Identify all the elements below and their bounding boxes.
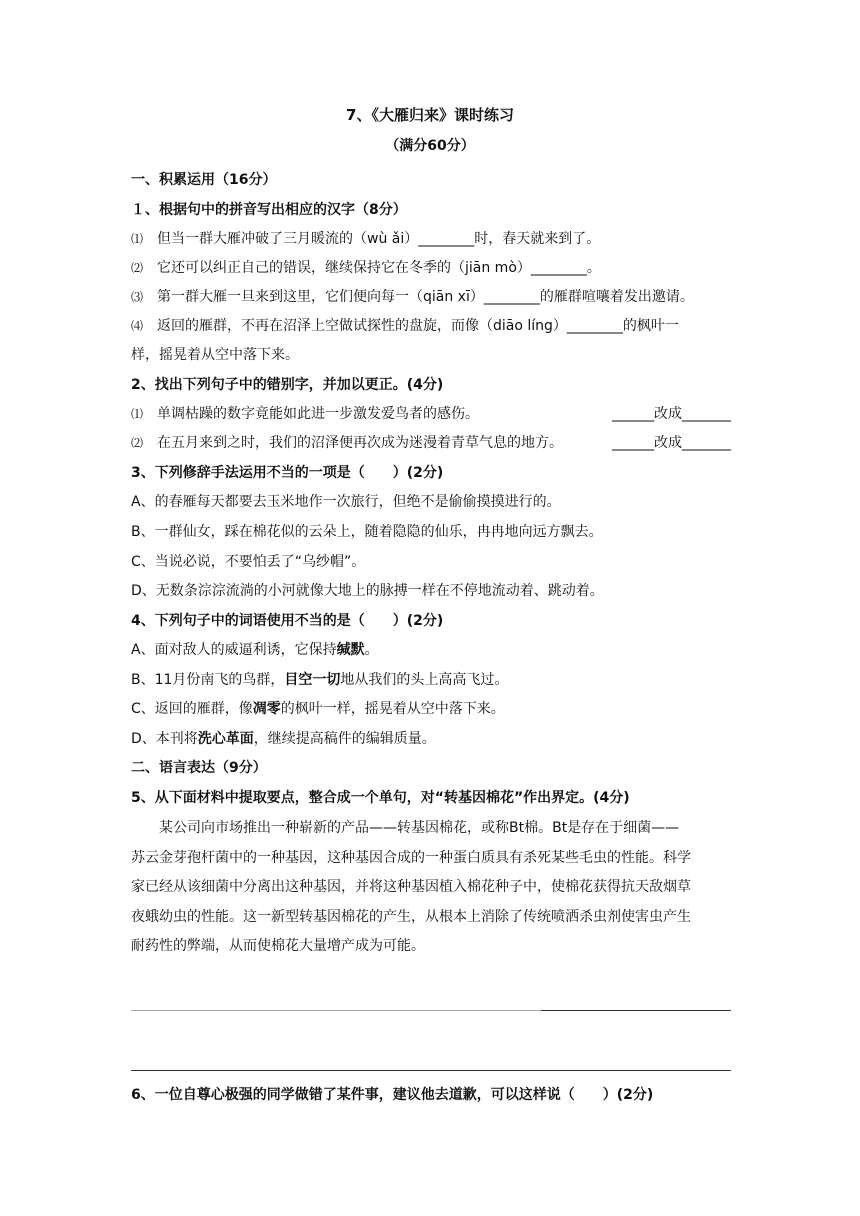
item-text: 单调枯躁的数字竟能如此进一步激发爱鸟者的感伤。 bbox=[157, 406, 479, 422]
option-text: B、11月份南飞的鸟群， bbox=[131, 672, 285, 688]
item-number: ⑴ bbox=[131, 407, 144, 421]
question-1-item-4 bbox=[131, 316, 731, 336]
material-line-4: 夜蛾幼虫的性能。这一新型转基因棉花的产生，从根本上消除了传统喷洒杀虫剂使害虫产生 bbox=[131, 909, 691, 925]
option-keyword: 缄默 bbox=[336, 642, 365, 658]
option-text: 的枫叶一样，摇晃着从空中落下来。 bbox=[280, 701, 505, 717]
option-text: A、面对敌人的威逼利诱，它保持 bbox=[131, 642, 337, 658]
answer-line-1b[interactable] bbox=[541, 1010, 731, 1011]
item-text: 返回的雁群，不再在沼泽上空做试探性的盘旋，而像（diāo líng）________的枫叶一 bbox=[157, 318, 679, 334]
question-1-heading: １、根据句中的拼音写出相应的汉字（8分） bbox=[131, 202, 407, 218]
item-text: 第一群大雁一旦来到这里，它们便向每一（qiān xī）________的雁群喧嚷着发出邀请。 bbox=[157, 289, 694, 305]
item-number: ⑴ bbox=[131, 232, 144, 246]
item-text: 在五月来到之时，我们的沼泽便再次成为迷漫着青草气息的地方。 bbox=[157, 435, 563, 451]
page-subtitle: （满分60分） bbox=[385, 138, 475, 154]
question-4-option-c bbox=[131, 699, 731, 719]
page-title: 7、《大雁归来》课时练习 bbox=[346, 106, 514, 124]
question-3-option-b: B、一群仙女，踩在棉花似的云朵上，随着隐隐的仙乐，冉冉地向远方飘去。 bbox=[131, 524, 603, 540]
option-text: 地从我们的头上高高飞过。 bbox=[340, 672, 509, 688]
question-5-heading: 5、从下面材料中提取要点，整合成一个单句，对“转基因棉花”作出界定。(4分) bbox=[131, 790, 630, 806]
item-number: ⑵ bbox=[131, 261, 144, 275]
section-1-heading: 一、积累运用（16分） bbox=[131, 172, 277, 188]
correction-blank[interactable]: ______改成_______ bbox=[612, 435, 731, 451]
question-4-option-b bbox=[131, 670, 731, 690]
option-keyword: 目空一切 bbox=[284, 672, 341, 688]
option-keyword: 洗心革面 bbox=[197, 731, 254, 747]
section-2-heading: 二、语言表达（9分） bbox=[131, 760, 267, 776]
question-3-option-a: A、的春雁每天都要去玉米地作一次旅行，但绝不是偷偷摸摸进行的。 bbox=[131, 494, 561, 510]
question-6-heading: 6、一位自尊心极强的同学做错了某件事，建议他去道歉，可以这样说（ ）(2分) bbox=[131, 1087, 654, 1103]
question-1-item-3 bbox=[131, 287, 731, 307]
correction-blank[interactable]: ______改成_______ bbox=[612, 406, 731, 422]
question-1-item-4-continued: 样，摇晃着从空中落下来。 bbox=[131, 347, 299, 363]
question-4-option-a bbox=[131, 640, 731, 660]
item-number: ⑷ bbox=[131, 319, 144, 333]
question-3-heading: 3、下列修辞手法运用不当的一项是（ ）(2分) bbox=[131, 465, 444, 481]
question-3-option-d: D、无数条淙淙流淌的小河就像大地上的脉搏一样在不停地流动着、跳动着。 bbox=[131, 583, 604, 599]
question-4-heading: 4、下列句子中的词语使用不当的是（ ）(2分) bbox=[131, 613, 444, 629]
material-line-1: 某公司向市场推出一种崭新的产品——转基因棉花，或称Bt棉。Bt是存在于细菌—— bbox=[159, 820, 680, 836]
material-line-5: 耐药性的弊端，从而使棉花大量增产成为可能。 bbox=[131, 938, 425, 954]
material-line-3: 家已经从该细菌中分离出这种基因，并将这种基因植入棉花种子中，使棉花获得抗天敌烟草 bbox=[131, 879, 691, 895]
question-1-item-2 bbox=[131, 258, 731, 278]
answer-line-2[interactable] bbox=[131, 1070, 731, 1071]
option-text: C、返回的雁群，像 bbox=[131, 701, 253, 717]
option-text: 。 bbox=[364, 642, 379, 658]
option-text: D、本刊将 bbox=[131, 731, 198, 747]
question-1-item-1 bbox=[131, 229, 731, 249]
answer-line-1a[interactable] bbox=[131, 1010, 541, 1011]
material-line-2: 苏云金芽孢杆菌中的一种基因，这种基因合成的一种蛋白质具有杀死某些毛虫的性能。科学 bbox=[131, 850, 691, 866]
question-2-heading: 2、找出下列句子中的错别字，并加以更正。(4分) bbox=[131, 377, 444, 393]
item-text: 但当一群大雁冲破了三月暖流的（wù ǎi）________时，春天就来到了。 bbox=[157, 231, 601, 247]
item-number: ⑶ bbox=[131, 290, 144, 304]
option-keyword: 凋零 bbox=[252, 701, 281, 717]
item-text: 它还可以纠正自己的错误，继续保持它在冬季的（jiān mò）________。 bbox=[157, 260, 601, 276]
question-3-option-c: C、当说必说，不要怕丢了“乌纱帽”。 bbox=[131, 554, 366, 570]
option-text: ，继续提高稿件的编辑质量。 bbox=[253, 731, 436, 747]
item-number: ⑵ bbox=[131, 436, 144, 450]
question-2-item-2 bbox=[131, 433, 731, 453]
question-4-option-d bbox=[131, 729, 731, 749]
question-2-item-1 bbox=[131, 404, 731, 424]
